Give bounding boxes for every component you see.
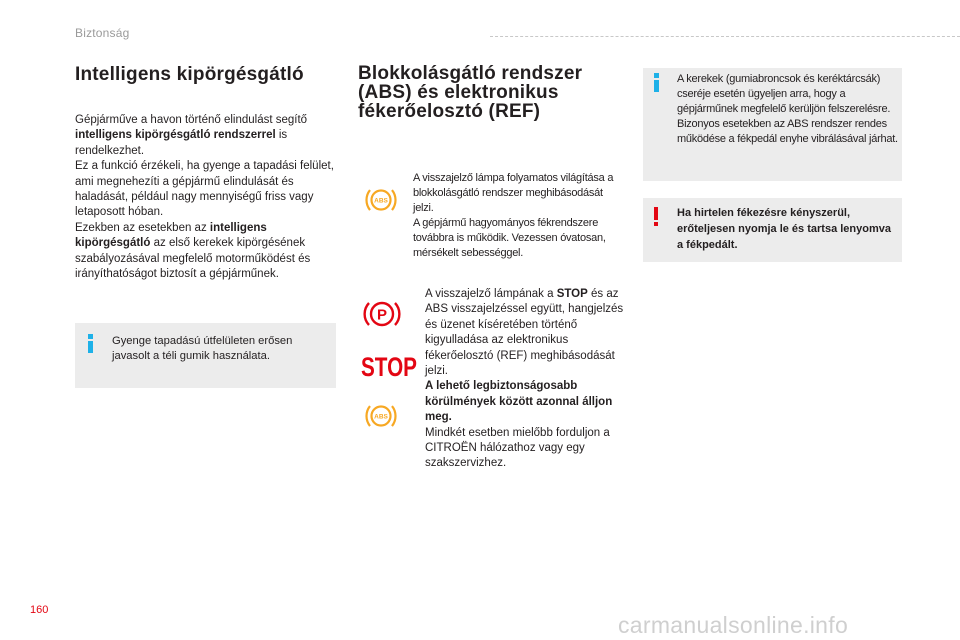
abs-lamp-description xyxy=(413,171,625,261)
case-text-end: az első kerekek kipörgésének szabályozásával megfelelő motorműködést és irányíthatóságot biztosít a gépjárműnek. xyxy=(75,237,311,281)
abs-lamp-advice-text: A gépjármű hagyományos fékrendszere továbbra is működik. Vezessen óvatosan, mérsékelt sebességgel. xyxy=(413,217,606,259)
parking-brake-lamp-icon xyxy=(363,296,401,337)
abs-lamp-fault-text: A visszajelző lámpa folyamatos világítása a blokkolásgátló rendszer meghibásodását jelzi. xyxy=(413,172,614,214)
stop-word: STOP xyxy=(556,288,588,300)
stop-icon-label: STOP xyxy=(361,352,417,380)
abs-ref-title xyxy=(358,64,608,121)
info-icon xyxy=(87,334,94,353)
stop-text-end: és az ABS visszajelzéssel együtt, hangjelzés és üzenet kíséretében történő kigyulladása az elektronikus fékerőelosztó (REF) meghibásodását jelzi. xyxy=(425,288,624,378)
winter-tyre-info-text: Gyenge tapadású útfelületen erősen javasolt a téli gumik használata. xyxy=(112,335,293,362)
stop-text-start: A visszajelző lámpának a xyxy=(425,288,557,300)
stop-lamp-text xyxy=(425,287,625,379)
function-paragraph: Ez a funkció érzékeli, ha gyenge a tapadási felület, ami megnehezíti a gépjármű elindulását és haladását, például nagy mennyiségű friss vagy letaposott hóban. xyxy=(75,160,334,219)
ref-fault-description xyxy=(425,287,625,472)
p-icon-label: P xyxy=(376,306,388,324)
info-icon xyxy=(653,73,660,92)
intro-paragraph xyxy=(75,113,340,159)
abs-warning-lamp-icon xyxy=(364,183,398,222)
intro-bold: intelligens kipörgésgátló rendszerrel xyxy=(75,129,276,142)
stop-lamp-icon xyxy=(359,350,419,385)
page-number: 160 xyxy=(30,604,49,616)
contact-dealer-text: Mindkét esetben mielőbb forduljon a CITROËN hálózathoz vagy egy szakszervizhez. xyxy=(425,426,610,470)
abs-title-line-2: (ABS) és elektronikus xyxy=(358,82,559,103)
case-text: Ezekben az esetekben az xyxy=(75,221,210,234)
abs-icon-label: ABS xyxy=(374,413,388,421)
abs-title-line-1: Blokkolásgátló rendszer xyxy=(358,63,583,84)
traction-control-body xyxy=(75,113,340,282)
abs-warning-lamp-icon xyxy=(364,399,398,438)
intro-text: Gépjárműve a havon történő elindulást segítő xyxy=(75,114,308,126)
case-paragraph xyxy=(75,221,340,283)
case-bold: intelligens kipörgésgátló xyxy=(75,221,267,250)
abs-title-line-3: fékerőelosztó (REF) xyxy=(358,101,541,122)
stop-immediately-warning: A lehető legbiztonságosabb körülmények között azonnal álljon meg. xyxy=(425,380,613,424)
watermark: carmanualsonline.info xyxy=(618,612,849,638)
traction-control-title: Intelligens kipörgésgátló xyxy=(75,64,304,85)
intro-text-end: is rendelkezhet. xyxy=(75,129,288,157)
wheel-change-info-text: A kerekek (gumiabroncsok és keréktárcsák) cseréje esetén ügyeljen arra, hogy a gépjárműnek megfelelő kerüljön felszerelésre. Bizonyos esetekben az ABS rendszer rendes működése a fékpedál enyhe vibrálásával járhat. xyxy=(677,73,898,145)
abs-icon-label: ABS xyxy=(374,197,388,205)
warning-exclamation-icon xyxy=(653,207,658,226)
emergency-braking-warning-text: Ha hirtelen fékezésre kényszerül, erőteljesen nyomja le és tartsa lenyomva a fékpedált. xyxy=(677,207,891,251)
section-label: Biztonság xyxy=(75,26,130,40)
header-divider xyxy=(490,36,960,38)
